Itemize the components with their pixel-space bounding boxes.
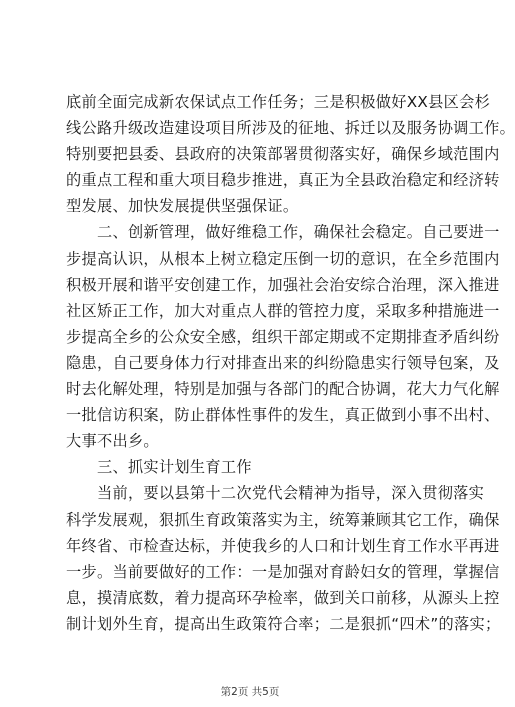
text-line: 科学发展观，狠抓生育政策落实为主，统筹兼顾其它工作，确保	[66, 510, 500, 529]
text-line: 时去化解处理，特别是加强与各部门的配合协调，花大力气化解	[66, 380, 500, 399]
text-line: 底前全面完成新农保试点工作任务；三是积极做好XX县区会杉	[66, 93, 491, 111]
document-body	[66, 89, 515, 637]
text-line: 一批信访积案，防止群体性事件的发生，真正做到小事不出村、	[66, 406, 500, 425]
page-number-footer: 第2页 共5页	[220, 686, 280, 698]
text-line: 特别要把县委、县政府的决策部署贯彻落实好，确保乡域范围内	[66, 145, 500, 164]
text-line: 线公路升级改造建设项目所涉及的征地、拆迁以及服务协调工作。	[66, 119, 515, 138]
text-line: 大事不出乡。	[66, 432, 159, 451]
section-heading-2: 二、创新管理，做好维稳工作，确保社会稳定。自己要进一	[66, 223, 500, 242]
text-line: 当前，要以县第十二次党代会精神为指导，深入贯彻落实	[66, 484, 485, 503]
text-line: 型发展、加快发展提供坚强保证。	[66, 197, 299, 216]
text-line: 年终省、市检查达标，并使我乡的人口和计划生育工作水平再进	[66, 536, 500, 555]
text-line: 的重点工程和重大项目稳步推进，真正为全县政治稳定和经济转	[66, 171, 500, 190]
text-line: 息，摸清底数，着力提高环孕检率，做到关口前移，从源头上控	[66, 588, 500, 607]
text-line: 一步。当前要做好的工作：一是加强对育龄妇女的管理，掌握信	[66, 562, 500, 581]
section-heading-3: 三、抓实计划生育工作	[66, 458, 252, 477]
text-line: 步提高全乡的公众安全感，组织干部定期或不定期排查矛盾纠纷	[66, 327, 500, 346]
text-line: 制计划外生育，提高出生政策符合率；二是狠抓“四术”的落实；	[66, 614, 501, 633]
text-line: 积极开展和谐平安创建工作，加强社会治安综合治理，深入推进	[66, 275, 500, 294]
text-line: 步提高认识，从根本上树立稳定压倒一切的意识，在全乡范围内	[66, 249, 500, 268]
text-line: 隐患，自己要身体力行对排查出来的纠纷隐患实行领导包案，及	[66, 353, 500, 372]
text-line: 社区矫正工作，加大对重点人群的管控力度，采取多种措施进一	[66, 301, 500, 320]
